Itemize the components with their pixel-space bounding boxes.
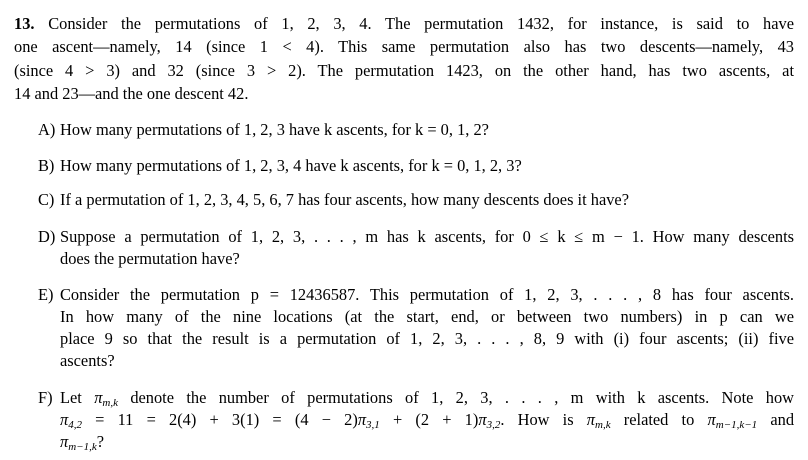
- part-label: C): [38, 190, 55, 209]
- intro-line-3: (since 4 > 3) and 32 (since 3 > 2). The permutation 1423, on the other hand, has two ascents, at: [14, 61, 794, 80]
- intro-line-2: one ascent—namely, 14 (since 1 < 4). This same permutation also has two descents—namely, 43: [14, 37, 794, 56]
- part-label: A): [38, 120, 56, 139]
- part-e-line-2: In how many of the nine locations (at the start, end, or between two numbers) in p can we: [60, 307, 794, 326]
- intro-line-4: 14 and 23—and the one descent 42.: [14, 84, 249, 103]
- part-d-line-1: D) Suppose a permutation of 1, 2, 3, . . . , m has k ascents, for 0 ≤ k ≤ m − 1. How many descents: [38, 227, 794, 246]
- part-e-line-3: place 9 so that the result is a permutation of 1, 2, 3, . . . , 8, 9 with (i) four ascents; (ii) five: [60, 329, 794, 348]
- part-e-line-4: ascents?: [60, 351, 115, 370]
- part-label: D): [38, 227, 56, 246]
- problem-number: 13.: [14, 14, 35, 33]
- part-d-line-2: does the permutation have?: [60, 249, 240, 268]
- part-f-line-1: F) Let $\pi_{m,k}$ denote the number of permutations of 1, 2, 3, . . . , m with k ascents. Note how: [38, 388, 794, 409]
- part-label: B): [38, 156, 55, 175]
- part-c: C) If a permutation of 1, 2, 3, 4, 5, 6, 7 has four ascents, how many descents does it have?: [38, 190, 629, 209]
- part-f-line-3: $\pi_{m-1,k}$?: [60, 432, 104, 453]
- intro-line-1: 13. Consider the permutations of 1, 2, 3, 4. The permutation 1432, for instance, is said to have: [14, 14, 794, 33]
- part-f-line-2: $\pi_{4,2} = 11 = 2(4) + 3(1) = (4 - 2)\pi_{3,1} + (2 + 1)\pi_{3,2}$. How is $\pi_{m,k}$ related to $\pi_{m-1,k-1}$ and: [60, 410, 795, 431]
- part-e-line-1: E) Consider the permutation p = 12436587. This permutation of 1, 2, 3, . . . , 8 has four ascents.: [38, 285, 794, 304]
- part-a: A) How many permutations of 1, 2, 3 have k ascents, for k = 0, 1, 2?: [38, 120, 489, 139]
- part-label: E): [38, 285, 54, 304]
- part-b: B) How many permutations of 1, 2, 3, 4 have k ascents, for k = 0, 1, 2, 3?: [38, 156, 522, 175]
- part-label: F): [38, 388, 53, 407]
